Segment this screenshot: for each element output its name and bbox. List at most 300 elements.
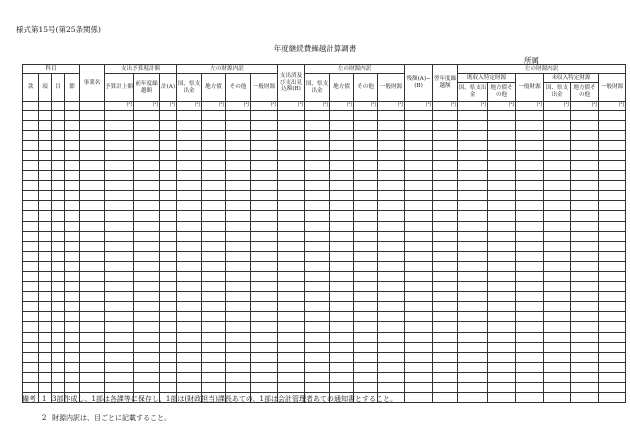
table-cell: [571, 383, 599, 393]
table-cell: [226, 130, 251, 140]
table-cell: [516, 383, 544, 393]
table-cell: [39, 302, 52, 312]
table-cell: [278, 312, 305, 322]
table-cell: [354, 150, 378, 160]
table-cell: [433, 201, 458, 211]
table-cell: [23, 272, 39, 282]
table-cell: [160, 160, 177, 170]
table-cell: [488, 130, 516, 140]
table-cell: [39, 110, 52, 120]
table-cell: [177, 302, 202, 312]
table-cell: [571, 130, 599, 140]
table-cell: [23, 181, 39, 191]
table-cell: [39, 362, 52, 372]
table-cell: [571, 201, 599, 211]
table-cell: [251, 322, 278, 332]
table-cell: [160, 211, 177, 221]
table-cell: [65, 302, 80, 312]
table-cell: [134, 332, 160, 342]
table-cell: [39, 221, 52, 231]
unit-mishu-kuni: 円: [544, 102, 571, 111]
table-cell: [52, 140, 65, 150]
table-cell: [278, 140, 305, 150]
table-cell: [599, 251, 626, 261]
note-number: 2: [42, 414, 47, 422]
header-kishu-group: 既収入特定財源: [458, 74, 516, 83]
table-cell: [405, 372, 433, 382]
table-cell: [458, 282, 488, 292]
table-cell: [160, 312, 177, 322]
table-cell: [39, 171, 52, 181]
table-cell: [405, 120, 433, 130]
table-cell: [23, 211, 39, 221]
entry-rows: [23, 110, 626, 403]
table-cell: [378, 191, 405, 201]
table-cell: [177, 201, 202, 211]
table-cell: [65, 332, 80, 342]
table-cell: [544, 383, 571, 393]
table-cell: [544, 241, 571, 251]
table-cell: [354, 130, 378, 140]
table-cell: [305, 150, 330, 160]
table-cell: [251, 251, 278, 261]
table-cell: [378, 342, 405, 352]
table-cell: [134, 140, 160, 150]
table-cell: [330, 292, 354, 302]
table-cell: [23, 352, 39, 362]
table-cell: [65, 322, 80, 332]
table-cell: [405, 221, 433, 231]
table-cell: [105, 171, 134, 181]
table-cell: [177, 372, 202, 382]
table-cell: [433, 171, 458, 181]
table-cell: [571, 211, 599, 221]
table-cell: [160, 221, 177, 231]
table-cell: [160, 362, 177, 372]
table-cell: [39, 140, 52, 150]
table-cell: [65, 342, 80, 352]
table-cell: [160, 272, 177, 282]
table-cell: [433, 181, 458, 191]
table-cell: [134, 282, 160, 292]
table-cell: [405, 110, 433, 120]
table-cell: [305, 140, 330, 150]
table-cell: [544, 171, 571, 181]
table-cell: [354, 140, 378, 150]
table-cell: [160, 352, 177, 362]
table-cell: [105, 292, 134, 302]
table-cell: [354, 312, 378, 322]
table-cell: [134, 191, 160, 201]
table-cell: [433, 352, 458, 362]
table-cell: [330, 231, 354, 241]
table-row: [23, 372, 626, 382]
table-cell: [599, 332, 626, 342]
table-cell: [599, 120, 626, 130]
table-cell: [330, 110, 354, 120]
header-kishu-kuni: 国、県支出金: [458, 83, 488, 102]
table-cell: [105, 140, 134, 150]
table-cell: [226, 372, 251, 382]
table-cell: [433, 393, 458, 403]
table-cell: [226, 352, 251, 362]
table-cell: [458, 110, 488, 120]
table-cell: [226, 332, 251, 342]
table-row: [23, 362, 626, 372]
table-cell: [433, 211, 458, 221]
table-cell: [516, 201, 544, 211]
table-cell: [458, 332, 488, 342]
table-cell: [330, 282, 354, 292]
table-cell: [378, 221, 405, 231]
table-cell: [160, 181, 177, 191]
table-cell: [378, 302, 405, 312]
table-cell: [105, 211, 134, 221]
table-cell: [105, 110, 134, 120]
table-cell: [80, 140, 105, 150]
table-cell: [65, 241, 80, 251]
table-cell: [305, 342, 330, 352]
table-cell: [105, 282, 134, 292]
table-cell: [65, 120, 80, 130]
table-cell: [39, 150, 52, 160]
table-cell: [202, 352, 226, 362]
table-cell: [516, 251, 544, 261]
table-cell: [405, 352, 433, 362]
table-cell: [278, 231, 305, 241]
table-cell: [354, 342, 378, 352]
table-cell: [65, 362, 80, 372]
table-cell: [160, 110, 177, 120]
table-cell: [544, 181, 571, 191]
table-cell: [405, 211, 433, 221]
table-row: [23, 171, 626, 181]
table-cell: [305, 322, 330, 332]
table-cell: [544, 201, 571, 211]
table-cell: [571, 120, 599, 130]
table-row: [23, 322, 626, 332]
header-setsu: 節: [65, 74, 80, 102]
header-ippan-4: 一般財源: [599, 74, 626, 102]
table-cell: [544, 322, 571, 332]
table-cell: [354, 251, 378, 261]
unit-kishu-kuni: 円: [458, 102, 488, 111]
table-cell: [378, 282, 405, 292]
table-cell: [251, 231, 278, 241]
table-cell: [354, 201, 378, 211]
table-cell: [378, 292, 405, 302]
table-cell: [39, 312, 52, 322]
header-chihousai-2: 地方債: [330, 74, 354, 102]
table-cell: [177, 292, 202, 302]
table-cell: [330, 221, 354, 231]
table-cell: [177, 160, 202, 170]
table-cell: [544, 352, 571, 362]
table-cell: [52, 261, 65, 271]
table-cell: [160, 251, 177, 261]
table-cell: [571, 302, 599, 312]
table-cell: [226, 181, 251, 191]
table-cell: [571, 272, 599, 282]
table-row: [23, 241, 626, 251]
unit-yokunendo: 円: [433, 102, 458, 111]
table-cell: [330, 342, 354, 352]
table-cell: [278, 362, 305, 372]
table-cell: [599, 352, 626, 362]
table-cell: [251, 181, 278, 191]
table-cell: [278, 120, 305, 130]
table-cell: [516, 372, 544, 382]
table-cell: [251, 342, 278, 352]
table-cell: [39, 211, 52, 221]
table-cell: [433, 332, 458, 342]
table-cell: [226, 342, 251, 352]
table-cell: [405, 272, 433, 282]
table-cell: [599, 282, 626, 292]
table-cell: [544, 251, 571, 261]
table-cell: [378, 231, 405, 241]
table-cell: [202, 332, 226, 342]
table-cell: [23, 231, 39, 241]
table-cell: [65, 171, 80, 181]
table-cell: [39, 332, 52, 342]
table-cell: [458, 312, 488, 322]
table-cell: [52, 362, 65, 372]
table-cell: [488, 140, 516, 150]
table-cell: [278, 130, 305, 140]
table-cell: [488, 241, 516, 251]
table-cell: [330, 120, 354, 130]
table-cell: [305, 372, 330, 382]
header-sonota-2: その他: [354, 74, 378, 102]
table-cell: [80, 302, 105, 312]
unit-row: [23, 102, 626, 111]
header-ippan-3: 一般財源: [516, 74, 544, 102]
table-cell: [177, 352, 202, 362]
table-cell: [251, 282, 278, 292]
table-cell: [354, 332, 378, 342]
table-cell: [80, 191, 105, 201]
table-cell: [160, 120, 177, 130]
table-cell: [278, 171, 305, 181]
table-cell: [433, 342, 458, 352]
table-cell: [458, 231, 488, 241]
header-zaigen-group-2: 左の財源内訳: [305, 65, 405, 74]
table-cell: [544, 282, 571, 292]
table-cell: [134, 352, 160, 362]
table-cell: [571, 312, 599, 322]
table-cell: [516, 342, 544, 352]
table-row: [23, 221, 626, 231]
table-cell: [458, 393, 488, 403]
table-cell: [516, 160, 544, 170]
table-cell: [571, 150, 599, 160]
table-cell: [458, 130, 488, 140]
table-cell: [354, 292, 378, 302]
header-sonota-1: その他: [226, 74, 251, 102]
table-cell: [134, 171, 160, 181]
table-cell: [105, 352, 134, 362]
table-cell: [52, 211, 65, 221]
table-cell: [433, 160, 458, 170]
table-cell: [378, 312, 405, 322]
table-cell: [599, 272, 626, 282]
table-cell: [23, 221, 39, 231]
table-cell: [305, 181, 330, 191]
table-cell: [39, 160, 52, 170]
table-cell: [251, 292, 278, 302]
table-cell: [544, 302, 571, 312]
table-cell: [433, 312, 458, 322]
unit-yosan: 円: [105, 102, 134, 111]
table-cell: [305, 292, 330, 302]
table-cell: [488, 282, 516, 292]
note-text: 3部作成し、1部は各課等に保存し、1部は(財政担当)課長あての、1部は会計管理者あての通知書とすること。: [52, 395, 397, 403]
table-cell: [305, 332, 330, 342]
table-cell: [226, 160, 251, 170]
table-cell: [65, 221, 80, 231]
table-cell: [23, 201, 39, 211]
table-cell: [226, 302, 251, 312]
table-cell: [80, 211, 105, 221]
table-cell: [330, 251, 354, 261]
table-cell: [65, 150, 80, 160]
table-cell: [39, 130, 52, 140]
table-cell: [571, 251, 599, 261]
table-cell: [458, 120, 488, 130]
table-cell: [39, 292, 52, 302]
table-cell: [105, 181, 134, 191]
table-cell: [65, 140, 80, 150]
table-cell: [278, 160, 305, 170]
table-cell: [278, 302, 305, 312]
table-cell: [23, 241, 39, 251]
unit-chihousai-2: 円: [330, 102, 354, 111]
table-cell: [354, 302, 378, 312]
table-cell: [52, 150, 65, 160]
table-cell: [378, 272, 405, 282]
table-cell: [278, 261, 305, 271]
table-cell: [177, 171, 202, 181]
table-cell: [516, 272, 544, 282]
table-row: [23, 191, 626, 201]
table-cell: [544, 393, 571, 403]
table-cell: [458, 362, 488, 372]
table-cell: [544, 221, 571, 231]
table-cell: [52, 272, 65, 282]
table-cell: [202, 362, 226, 372]
table-cell: [433, 251, 458, 261]
table-cell: [278, 150, 305, 160]
unit-zennendo: 円: [134, 102, 160, 111]
table-cell: [599, 393, 626, 403]
table-cell: [354, 221, 378, 231]
table-cell: [458, 140, 488, 150]
table-cell: [251, 160, 278, 170]
table-cell: [160, 322, 177, 332]
table-cell: [571, 160, 599, 170]
header-yokunendo: 翌年度繰越額: [433, 65, 458, 102]
table-cell: [226, 261, 251, 271]
unit-ippan-3: 円: [516, 102, 544, 111]
table-cell: [599, 160, 626, 170]
table-cell: [39, 282, 52, 292]
table-cell: [226, 231, 251, 241]
unit-shishutsu: 円: [278, 102, 305, 111]
table-cell: [39, 191, 52, 201]
table-cell: [105, 150, 134, 160]
table-row: [23, 282, 626, 292]
table-cell: [330, 272, 354, 282]
table-cell: [177, 342, 202, 352]
table-cell: [354, 231, 378, 241]
table-cell: [23, 140, 39, 150]
table-cell: [177, 282, 202, 292]
table-cell: [80, 362, 105, 372]
table-cell: [278, 372, 305, 382]
table-row: [23, 211, 626, 221]
document-title: 年度継続費繰越計算調書: [273, 44, 357, 53]
table-cell: [202, 171, 226, 181]
table-cell: [134, 201, 160, 211]
table-cell: [177, 332, 202, 342]
table-cell: [134, 312, 160, 322]
table-cell: [65, 282, 80, 292]
table-cell: [52, 372, 65, 382]
table-cell: [80, 282, 105, 292]
table-cell: [354, 171, 378, 181]
table-cell: [23, 251, 39, 261]
table-cell: [305, 130, 330, 140]
table-cell: [599, 191, 626, 201]
table-cell: [433, 372, 458, 382]
table-cell: [516, 241, 544, 251]
table-cell: [516, 181, 544, 191]
table-cell: [80, 312, 105, 322]
table-cell: [202, 211, 226, 221]
unit-ippan-4: 円: [599, 102, 626, 111]
header-zaigen-group-1: 左の財源内訳: [177, 65, 278, 74]
table-cell: [65, 272, 80, 282]
table-cell: [516, 362, 544, 372]
table-cell: [544, 211, 571, 221]
table-cell: [65, 352, 80, 362]
table-cell: [305, 211, 330, 221]
table-cell: [52, 130, 65, 140]
table-cell: [433, 292, 458, 302]
table-cell: [330, 160, 354, 170]
table-cell: [378, 140, 405, 150]
table-cell: [105, 372, 134, 382]
table-cell: [65, 130, 80, 140]
table-cell: [305, 282, 330, 292]
unit-zangaku: 円: [405, 102, 433, 111]
table-cell: [134, 130, 160, 140]
table-cell: [405, 312, 433, 322]
table-row: [23, 352, 626, 362]
table-cell: [405, 150, 433, 160]
table-cell: [488, 393, 516, 403]
table-cell: [226, 110, 251, 120]
table-cell: [571, 282, 599, 292]
table-cell: [378, 241, 405, 251]
table-cell: [134, 160, 160, 170]
table-cell: [105, 302, 134, 312]
table-row: [23, 140, 626, 150]
table-cell: [160, 261, 177, 271]
table-cell: [571, 362, 599, 372]
table-cell: [177, 120, 202, 130]
